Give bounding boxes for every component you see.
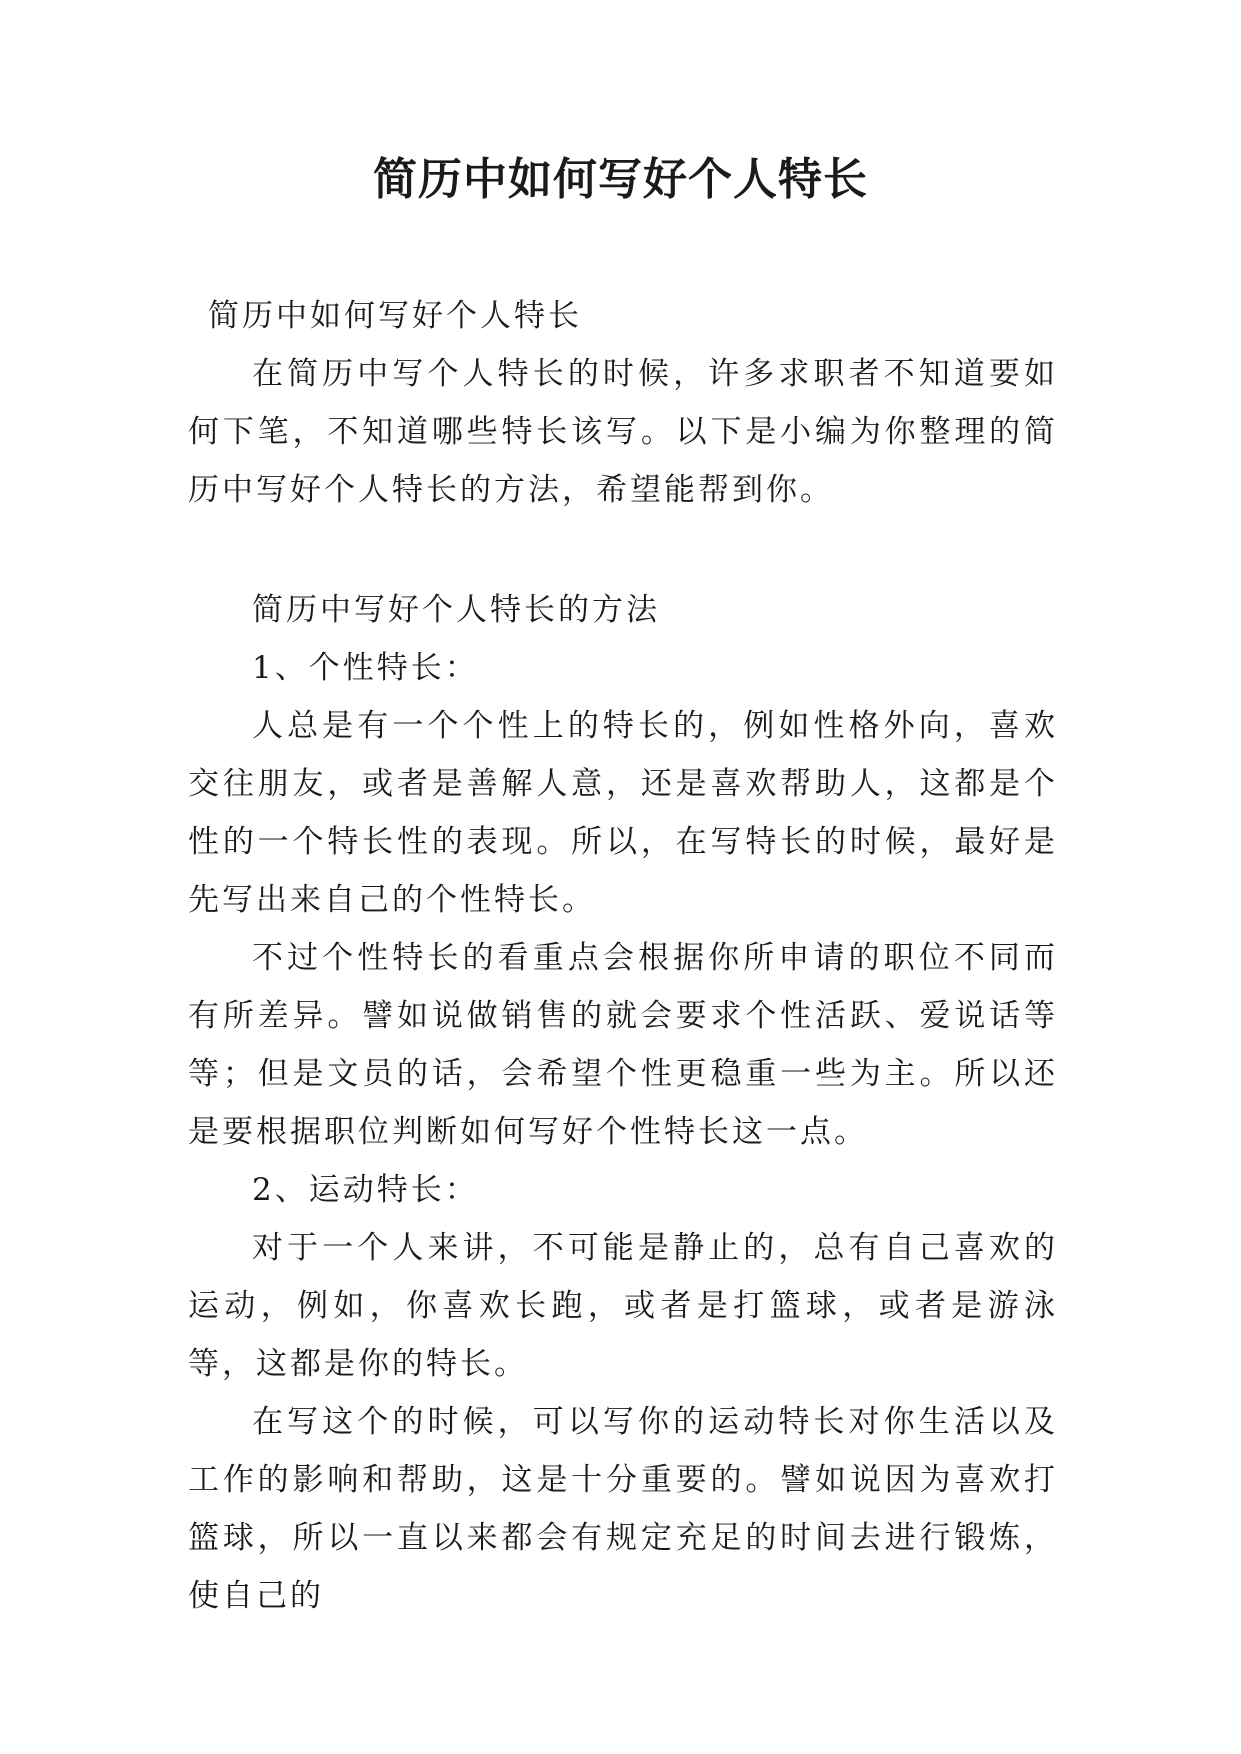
item2-paragraph-2: 在写这个的时候，可以写你的运动特长对你生活以及工作的影响和帮助，这是十分重要的。譬如说因为喜欢打篮球，所以一直以来都会有规定充足的时间去进行锻炼，使自己的 [188,1404,1058,1614]
document-body [188,287,1058,1625]
item1-paragraph-2: 不过个性特长的看重点会根据你所申请的职位不同而有所差异。譬如说做销售的就会要求个性活跃、爱说话等等；但是文员的话，会希望个性更稳重一些为主。所以还是要根据职位判断如何写好个性特长这一点。 [188,940,1058,1150]
document-subtitle: 简历中如何写好个人特长 [208,298,582,334]
item2-paragraph-1: 对于一个人来讲，不可能是静止的，总有自己喜欢的运动，例如，你喜欢长跑，或者是打篮球，或者是游泳等，这都是你的特长。 [188,1230,1058,1382]
item2-heading: 2、运动特长： [252,1172,479,1208]
document-title: 简历中如何写好个人特长 [373,154,868,205]
item1-paragraph-1: 人总是有一个个性上的特长的，例如性格外向，喜欢交往朋友，或者是善解人意，还是喜欢帮助人，这都是个性的一个特长性的表现。所以，在写特长的时候，最好是先写出来自己的个性特长。 [188,708,1058,918]
intro-paragraph: 在简历中写个人特长的时候，许多求职者不知道要如何下笔，不知道哪些特长该写。以下是小编为你整理的简历中写好个人特长的方法，希望能帮到你。 [188,356,1058,508]
item1-heading: 1、个性特长： [252,650,479,686]
section-heading: 简历中写好个人特长的方法 [252,592,660,628]
